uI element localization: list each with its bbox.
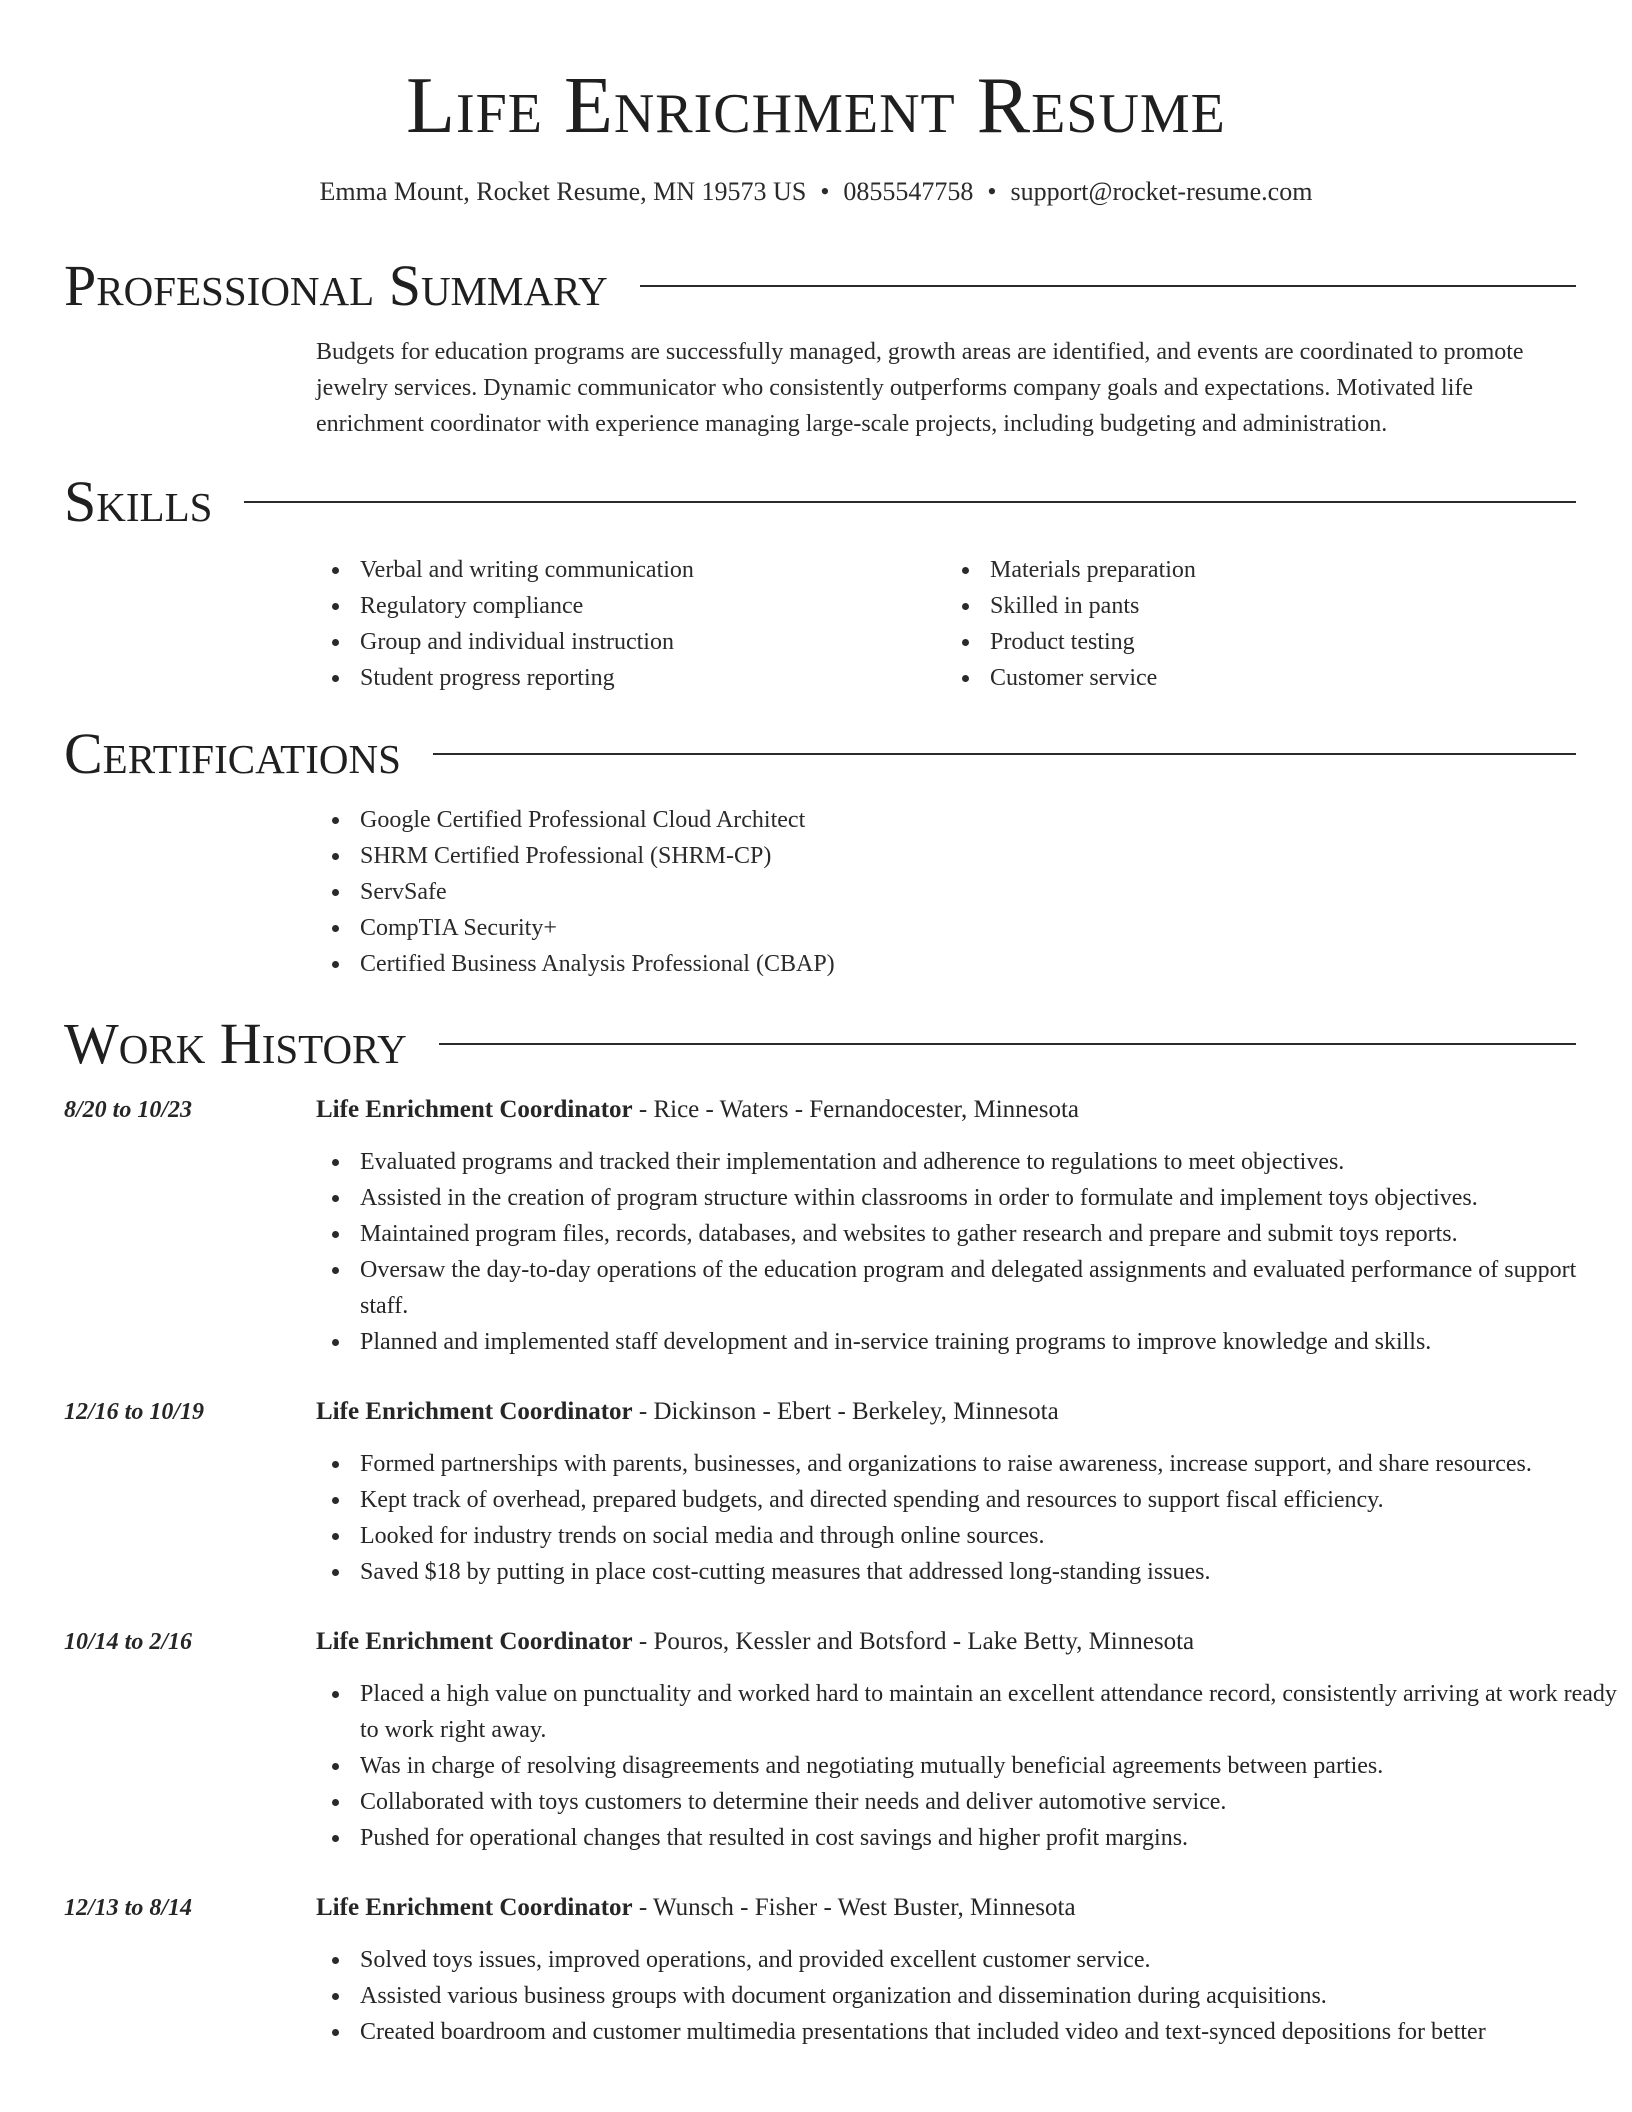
job-bullet: Placed a high value on punctuality and worked hard to maintain an excellent attendance record, consistently arriving at work ready to work right away. xyxy=(360,1676,1620,1748)
job-entry xyxy=(64,1624,1617,1856)
job-dates: 12/16 to 10/19 xyxy=(64,1399,205,1425)
job-entry xyxy=(64,1394,1576,1590)
job-title-line xyxy=(316,1092,1079,1128)
work-history-section xyxy=(64,1008,1617,2084)
job-header xyxy=(64,1890,1576,1926)
section-header xyxy=(64,250,1576,322)
section-divider xyxy=(439,1043,1576,1045)
job-employer: - Dickinson - Ebert - Berkeley, Minnesota xyxy=(632,1398,1059,1425)
job-bullets xyxy=(316,1676,1620,1856)
skill-item: Customer service xyxy=(990,660,1576,696)
skill-item: Skilled in pants xyxy=(990,588,1576,624)
job-title-line xyxy=(316,1890,1076,1926)
job-dates: 12/13 to 8/14 xyxy=(64,1895,193,1921)
job-title-line xyxy=(316,1624,1194,1660)
job-bullet: Planned and implemented staff development and in-service training programs to improve knowledge and skills. xyxy=(360,1324,1620,1360)
contact-separator: • xyxy=(987,177,997,206)
job-bullet: Solved toys issues, improved operations, and provided excellent customer service. xyxy=(360,1942,1620,1978)
job-role: Life Enrichment Coordinator xyxy=(316,1894,633,1921)
section-divider xyxy=(244,501,1576,503)
job-bullet: Formed partnerships with parents, businesses, and organizations to raise awareness, increase support, and share resources. xyxy=(360,1446,1620,1482)
job-bullet: Saved $18 by putting in place cost-cutting measures that addressed long-standing issues. xyxy=(360,1554,1620,1590)
certification-item: Google Certified Professional Cloud Architect xyxy=(360,802,1576,838)
job-bullet: Looked for industry trends on social media and through online sources. xyxy=(360,1518,1620,1554)
contact-line xyxy=(0,176,1632,208)
contact-address: Emma Mount, Rocket Resume, MN 19573 US xyxy=(319,177,807,206)
job-bullet: Collaborated with toys customers to determine their needs and deliver automotive service. xyxy=(360,1784,1620,1820)
job-employer: - Wunsch - Fisher - West Buster, Minnesota xyxy=(632,1894,1076,1921)
job-employer: - Rice - Waters - Fernandocester, Minnesota xyxy=(632,1096,1080,1123)
certification-item: ServSafe xyxy=(360,874,1576,910)
section-header xyxy=(64,466,1576,538)
contact-phone: 0855547758 xyxy=(843,177,974,206)
job-dates: 10/14 to 2/16 xyxy=(64,1629,193,1655)
section-header xyxy=(64,718,1576,790)
job-bullet: Was in charge of resolving disagreements and negotiating mutually beneficial agreements between parties. xyxy=(360,1748,1620,1784)
job-bullets xyxy=(316,1446,1620,1590)
job-role: Life Enrichment Coordinator xyxy=(316,1398,633,1425)
certification-item: SHRM Certified Professional (SHRM-CP) xyxy=(360,838,1576,874)
job-bullet: Kept track of overhead, prepared budgets, and directed spending and resources to support fiscal efficiency. xyxy=(360,1482,1620,1518)
contact-email: support@rocket-resume.com xyxy=(1010,177,1313,206)
skills-list-right xyxy=(946,552,1576,696)
job-bullet: Maintained program files, records, databases, and websites to gather research and prepare and submit toys reports. xyxy=(360,1216,1620,1252)
section-header xyxy=(64,1008,1576,1080)
skill-item: Group and individual instruction xyxy=(360,624,946,660)
section-title: Skills xyxy=(64,469,213,534)
section-title: Work History xyxy=(64,1011,407,1076)
summary-section xyxy=(64,250,1576,442)
section-divider xyxy=(433,753,1576,755)
job-bullet: Created boardroom and customer multimedia presentations that included video and text-synced depositions for better xyxy=(360,2014,1620,2050)
skill-item: Regulatory compliance xyxy=(360,588,946,624)
job-bullets xyxy=(316,1942,1620,2050)
section-title: Certifications xyxy=(64,721,401,786)
skills-grid xyxy=(316,552,1576,696)
job-bullet: Oversaw the day-to-day operations of the education program and delegated assignments and evaluated performance of support staff. xyxy=(360,1252,1620,1324)
job-header xyxy=(64,1092,1576,1128)
skill-item: Materials preparation xyxy=(990,552,1576,588)
certifications-block xyxy=(316,802,1576,982)
job-role: Life Enrichment Coordinator xyxy=(316,1096,633,1123)
certification-item: CompTIA Security+ xyxy=(360,910,1576,946)
job-bullet: Assisted various business groups with document organization and dissemination during acquisitions. xyxy=(360,1978,1620,2014)
job-dates: 8/20 to 10/23 xyxy=(64,1097,193,1123)
job-bullet: Pushed for operational changes that resulted in cost savings and higher profit margins. xyxy=(360,1820,1620,1856)
job-bullet: Assisted in the creation of program structure within classrooms in order to formulate and implement toys objectives. xyxy=(360,1180,1620,1216)
resume-title: Life Enrichment Resume xyxy=(406,62,1226,150)
job-title-line xyxy=(316,1394,1059,1430)
skill-item: Verbal and writing communication xyxy=(360,552,946,588)
skill-item: Student progress reporting xyxy=(360,660,946,696)
job-header xyxy=(64,1624,1576,1660)
section-title: Professional Summary xyxy=(64,253,608,318)
job-entry xyxy=(64,1092,1576,1360)
summary-text: Budgets for education programs are successfully managed, growth areas are identified, and events are coordinated to promote jewelry services. Dynamic communicator who consistently outperforms company goals and expectations. Motivated life enrichment coordinator with experience managing large-scale projects, including budgeting and administration. xyxy=(316,339,1524,437)
skills-section xyxy=(64,466,1576,696)
skills-list-left xyxy=(316,552,946,696)
job-bullets xyxy=(316,1144,1620,1360)
certification-item: Certified Business Analysis Professional (CBAP) xyxy=(360,946,1576,982)
certifications-list xyxy=(316,802,1576,982)
skill-item: Product testing xyxy=(990,624,1576,660)
jobs-list xyxy=(64,1092,1617,2050)
job-entry xyxy=(64,1890,1576,2050)
job-role: Life Enrichment Coordinator xyxy=(316,1628,633,1655)
job-header xyxy=(64,1394,1576,1430)
job-employer: - Pouros, Kessler and Botsford - Lake Betty, Minnesota xyxy=(632,1628,1195,1655)
contact-separator: • xyxy=(820,177,830,206)
job-bullet: Evaluated programs and tracked their implementation and adherence to regulations to meet objectives. xyxy=(360,1144,1620,1180)
certifications-section xyxy=(64,718,1576,982)
section-divider xyxy=(640,285,1576,287)
